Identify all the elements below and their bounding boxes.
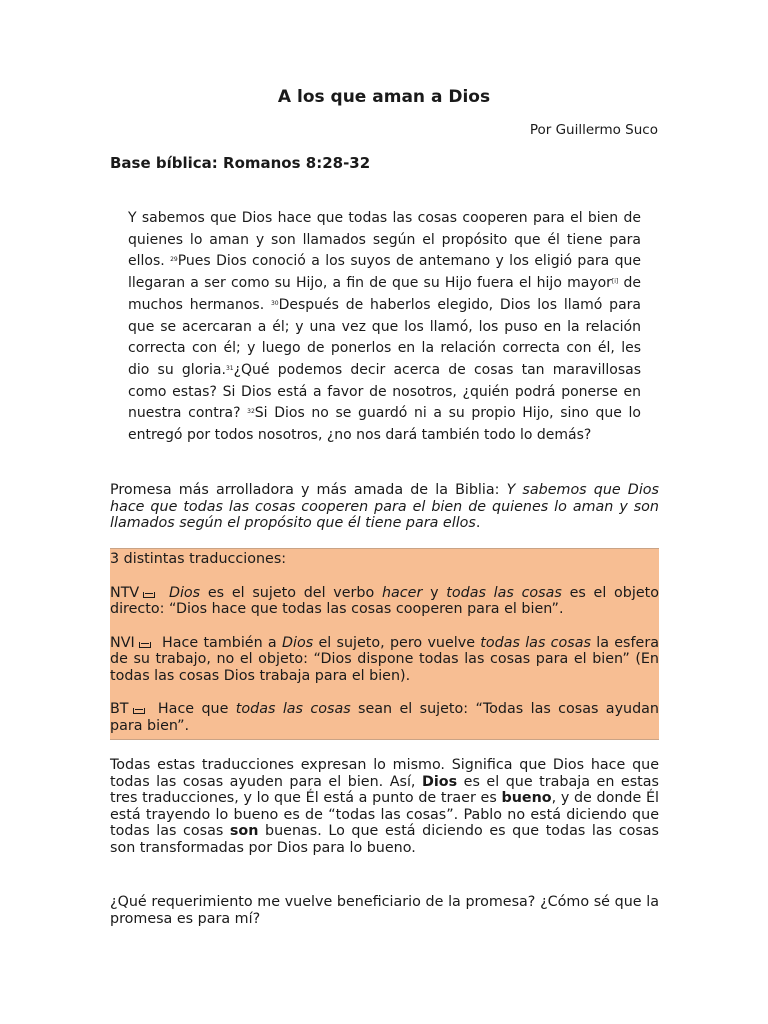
verse-number: 29 — [170, 256, 178, 264]
explanation-paragraph — [110, 757, 659, 856]
text: el sujeto, pero vuelve — [313, 634, 481, 651]
text: y — [422, 584, 447, 601]
text: es el objeto directo: “Dios hace que todas las cosas cooperen para el bien”. — [110, 584, 659, 617]
translation-code: BT — [110, 701, 129, 717]
footnote-link[interactable]: [i] — [611, 278, 619, 286]
italic-text: todas las cosas — [235, 701, 351, 717]
arrow-icon — [133, 708, 145, 714]
italic-text: Dios — [168, 584, 201, 601]
arrow-icon — [139, 642, 151, 648]
italic-text: todas las cosas — [480, 634, 591, 651]
bold-text: Dios — [422, 773, 458, 790]
translations-heading: 3 distintas traducciones: — [110, 551, 287, 567]
text — [161, 585, 169, 601]
verse-number: 32 — [247, 408, 255, 416]
text: es el sujeto del verbo — [200, 584, 382, 601]
verse-number: 31 — [225, 364, 234, 372]
text: es el que trabaja en estas tres traducciones, y lo que Él está a punto de traer es — [110, 773, 659, 806]
translation-code: NVI — [110, 634, 135, 651]
quote-text: de muchos hermanos. — [128, 275, 641, 313]
promise-lead: Promesa más arrolladora y más amada de la Biblia: — [110, 482, 507, 498]
text: Hace también a — [156, 634, 282, 651]
bold-text: bueno — [501, 790, 552, 806]
promise-end: . — [475, 515, 481, 531]
text: Todas estas traducciones expresan lo mismo. Significa que Dios hace que todas las cosas ayuden para el bien. Así, — [110, 757, 659, 790]
arrow-icon — [143, 592, 155, 598]
translation-nvi — [110, 635, 659, 685]
question-paragraph: ¿Qué requerimiento me vuelve beneficiario de la promesa? ¿Cómo sé que la promesa es para mí? — [110, 894, 659, 927]
translation-code: NTV — [110, 584, 140, 601]
text: Hace que — [150, 701, 236, 717]
quote-text: Pues Dios conoció a los suyos de antemano y los eligió para que llegaran a ser como su Hijo, a fin de que su Hijo fuera el hijo mayor — [128, 253, 641, 292]
document-title: A los que aman a Dios — [277, 87, 491, 107]
scripture-quote — [128, 208, 641, 447]
translation-bt — [110, 701, 659, 734]
quote-text: Si Dios no se guardó ni a su propio Hijo, sino que lo entregó por todos nosotros, ¿no nos dará también todo lo demás? — [128, 405, 641, 444]
text: la esfera de su trabajo, no el objeto: “Dios dispone todas las cosas para el bien” (En todas las cosas Dios trabaja para el bien). — [110, 634, 659, 684]
text: buenas. Lo que está diciendo es que todas las cosas son transformadas por Dios para lo bueno. — [110, 823, 659, 856]
quote-text: ¿Qué podemos decir acerca de cosas tan maravillosas como estas? Si Dios está a favor de nosotros, ¿quién podrá ponerse en nuestra contra? — [128, 361, 641, 422]
italic-text: Dios — [281, 634, 314, 651]
italic-text: todas las cosas — [446, 584, 562, 601]
quote-text: Después de haberlos elegido, Dios los llamó para que se acercaran a él; y una vez que los llamó, los puso en la relación correcta con él; y luego de ponerlos en la relación correcta con él, les dio su gloria. — [128, 296, 641, 378]
promise-paragraph — [110, 482, 659, 532]
text: sean el sujeto: “Todas las cosas ayudan para bien”. — [110, 701, 659, 734]
author-line: Por Guillermo Suco — [529, 122, 658, 138]
text: , y de donde Él está trayendo lo bueno es de “todas las cosas”. Pablo no está diciendo que todas las cosas — [110, 790, 659, 839]
bold-text: son — [229, 823, 259, 839]
scripture-reference: Base bíblica: Romanos 8:28-32 — [110, 154, 371, 172]
quote-text: Y sabemos que Dios hace que todas las cosas cooperen para el bien de quienes lo aman y son llamados según el propósito que él tiene para ellos. — [128, 210, 641, 270]
translation-ntv — [110, 585, 659, 618]
verse-number: 30 — [270, 299, 279, 307]
italic-text: hacer — [381, 584, 423, 601]
translations-box — [110, 548, 659, 740]
promise-italic: Y sabemos que Dios hace que todas las cosas cooperen para el bien de quienes lo aman y son llamados según el propósito que él tiene para ellos — [110, 482, 659, 531]
